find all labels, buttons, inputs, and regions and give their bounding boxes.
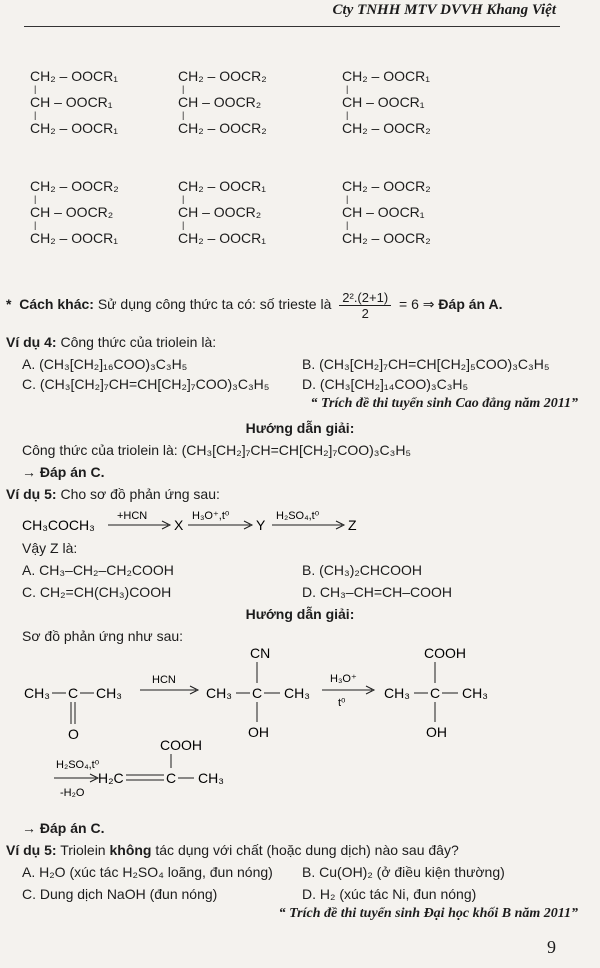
structure-1: CH₂ – OOCR₁ | CH – OOCR₁ | CH₂ – OOCR₁ bbox=[30, 68, 118, 136]
vd5-ask: Vậy Z là: bbox=[22, 540, 78, 556]
svg-text:CH₃: CH₃ bbox=[24, 685, 50, 701]
vd5-option-a: A. CH₃–CH₂–CH₂COOH bbox=[22, 562, 174, 578]
alt-method-answer: Đáp án A. bbox=[438, 296, 503, 313]
svg-text:COOH: COOH bbox=[424, 645, 466, 661]
vd5b-option-a: A. H₂O (xúc tác H₂SO₄ loãng, đun nóng) bbox=[22, 864, 273, 880]
vd4-guide-heading: Hướng dẫn giải: bbox=[245, 420, 355, 436]
svg-text:t⁰: t⁰ bbox=[338, 697, 346, 709]
svg-text:-H₂O: -H₂O bbox=[60, 787, 85, 799]
page-number: 9 bbox=[547, 937, 556, 957]
svg-text:H₂C: H₂C bbox=[98, 770, 124, 786]
vd5-question: Ví dụ 5: Cho sơ đồ phản ứng sau: bbox=[6, 486, 220, 502]
vd4-option-a: A. (CH₃[CH₂]₁₆COO)₃C₃H₅ bbox=[22, 356, 188, 372]
vd5b-question: Ví dụ 5: Triolein không tác dụng với chất (hoặc dung dịch) nào sau đây? bbox=[6, 842, 459, 858]
structure-2: CH₂ – OOCR₂ | CH – OOCR₂ | CH₂ – OOCR₂ bbox=[178, 68, 267, 136]
alt-method-result: = 6 ⇒ bbox=[399, 296, 435, 313]
svg-text:O: O bbox=[68, 726, 79, 742]
svg-text:CH₃: CH₃ bbox=[384, 685, 410, 701]
vd4-question: Ví dụ 4: Công thức của triolein là: bbox=[6, 334, 217, 350]
scheme-start: CH₃COCH₃ bbox=[22, 517, 95, 533]
vd5-option-d: D. CH₃–CH=CH–COOH bbox=[302, 584, 453, 600]
mechanism-diagram bbox=[0, 640, 560, 810]
svg-text:OH: OH bbox=[426, 724, 447, 740]
vd5b-option-d: D. H₂ (xúc tác Ni, đun nóng) bbox=[302, 886, 477, 902]
vd5-option-b: B. (CH₃)₂CHCOOH bbox=[302, 562, 423, 578]
svg-text:C: C bbox=[252, 685, 263, 701]
vd4-source: “ Trích đề thi tuyển sinh Cao đẳng năm 2011” bbox=[310, 396, 578, 411]
svg-text:CH₃: CH₃ bbox=[462, 685, 488, 701]
scheme-reagent-2: H₃O⁺,t⁰ bbox=[192, 510, 230, 522]
alt-method: * Cách khác: Sử dụng công thức ta có: số trieste là $\frac{\text{2².(2+1)}}{2}$ = 6 ⇒ Đáp án A. bbox=[6, 290, 503, 321]
vd4-answer: → Đáp án C. bbox=[22, 464, 105, 480]
scheme-reagent-1: +HCN bbox=[117, 510, 148, 522]
scheme-z: Z bbox=[348, 517, 357, 533]
svg-text:H₂SO₄,t⁰: H₂SO₄,t⁰ bbox=[56, 759, 100, 771]
scheme-reagent-3: H₂SO₄,t⁰ bbox=[276, 510, 320, 522]
svg-text:CN: CN bbox=[250, 645, 271, 661]
svg-text:C: C bbox=[166, 770, 177, 786]
vd5-answer: → Đáp án C. bbox=[22, 820, 105, 836]
structure-3: CH₂ – OOCR₁ | CH – OOCR₁ | CH₂ – OOCR₂ bbox=[342, 68, 431, 136]
alt-method-label: Cách khác: bbox=[19, 296, 94, 313]
trieste-fraction: $\frac{\text{2².(2+1)}}{2}$ bbox=[339, 290, 391, 321]
structure-6: CH₂ – OOCR₂ | CH – OOCR₁ | CH₂ – OOCR₂ bbox=[342, 178, 431, 246]
vd4-solution: Công thức của triolein là: (CH₃[CH₂]₇CH=CH[CH₂]₇COO)₃C₃H₅ bbox=[22, 442, 412, 458]
svg-text:C: C bbox=[430, 685, 441, 701]
svg-text:C: C bbox=[68, 685, 79, 701]
vd5-option-c: C. CH₂=CH(CH₃)COOH bbox=[22, 584, 172, 600]
vd4-option-d: D. (CH₃[CH₂]₁₄COO)₃C₃H₅ bbox=[302, 376, 469, 392]
header-company: Cty TNHH MTV DVVH Khang Việt bbox=[332, 2, 556, 18]
svg-text:CH₃: CH₃ bbox=[198, 770, 224, 786]
svg-text:CH₃: CH₃ bbox=[96, 685, 122, 701]
svg-text:H₃O⁺: H₃O⁺ bbox=[330, 673, 357, 685]
alt-method-text: Sử dụng công thức ta có: số trieste là bbox=[97, 296, 332, 313]
vd5b-source: “ Trích đề thi tuyển sinh Đại học khối B năm 2011” bbox=[278, 906, 578, 921]
reaction-scheme bbox=[20, 505, 440, 541]
svg-text:CH₃: CH₃ bbox=[206, 685, 232, 701]
structure-5: CH₂ – OOCR₁ | CH – OOCR₂ | CH₂ – OOCR₁ bbox=[178, 178, 266, 246]
vd5-intro: Sơ đồ phản ứng như sau: bbox=[22, 628, 184, 644]
scheme-x: X bbox=[174, 517, 184, 533]
scheme-y: Y bbox=[256, 517, 266, 533]
svg-text:COOH: COOH bbox=[160, 737, 202, 753]
vd4-option-c: C. (CH₃[CH₂]₇CH=CH[CH₂]₇COO)₃C₃H₅ bbox=[22, 376, 270, 392]
svg-text:OH: OH bbox=[248, 724, 269, 740]
svg-text:CH₃: CH₃ bbox=[284, 685, 310, 701]
svg-text:HCN: HCN bbox=[152, 674, 176, 686]
structure-4: CH₂ – OOCR₂ | CH – OOCR₂ | CH₂ – OOCR₁ bbox=[30, 178, 119, 246]
vd5-guide-heading: Hướng dẫn giải: bbox=[245, 606, 355, 622]
header-rule bbox=[24, 26, 560, 27]
vd5b-option-b: B. Cu(OH)₂ (ở điều kiện thường) bbox=[302, 864, 505, 880]
vd4-option-b: B. (CH₃[CH₂]₇CH=CH[CH₂]₅COO)₃C₃H₅ bbox=[302, 356, 550, 372]
vd5b-option-c: C. Dung dịch NaOH (đun nóng) bbox=[22, 886, 218, 902]
